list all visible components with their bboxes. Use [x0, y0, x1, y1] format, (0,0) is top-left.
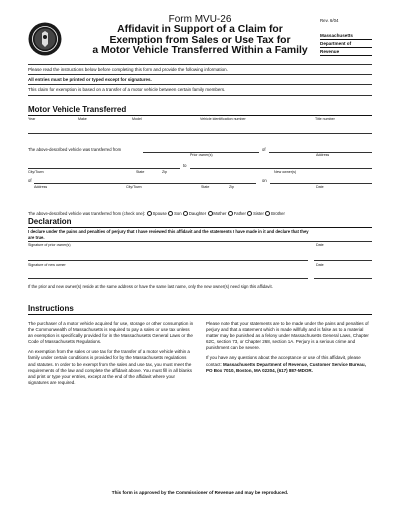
zip-label-1: Zip [162, 170, 167, 174]
date-new-field[interactable] [314, 278, 372, 279]
section-instructions-heading: Instructions [28, 304, 74, 313]
intro-line-2: All entries must be printed or typed except for signatures. [28, 76, 152, 82]
model-label: Model [132, 117, 142, 121]
vin-label: Vehicle identification number [200, 117, 246, 121]
title-number-label: Title number [315, 117, 335, 121]
intro-line-3: This claim for exemption is based on a transfer of a motor vehicle between certain family members. [28, 86, 226, 92]
declaration-text-2: are true. [28, 235, 45, 240]
department-logo [320, 32, 372, 56]
transferred-from-text: The above-described vehicle was transferred from [28, 147, 122, 152]
transfer-date-field[interactable] [270, 183, 372, 184]
father-checkbox[interactable] [228, 211, 246, 216]
relationship-row [28, 211, 285, 216]
intro-line-1: Please read the instructions below before completing this form and provide the following information. [28, 66, 228, 72]
signing-note: If the prior and new owner(s) reside at the same address or have the same last name, only the new owner(s) need sign this affidavit. [28, 284, 273, 289]
massachusetts-seal-icon [28, 22, 62, 56]
form-title-line-1: Affidavit in Support of a Claim for [117, 24, 283, 35]
state-label-1: State [136, 170, 145, 174]
section-vehicle-heading: Motor Vehicle Transferred [28, 105, 127, 114]
form-header [72, 14, 328, 57]
zip-label-2: Zip [229, 185, 234, 189]
date-label-1: Date [316, 243, 324, 247]
brother-label: Brother [271, 211, 285, 216]
date-label-2: Date [316, 263, 324, 267]
intro-block [28, 64, 372, 96]
sig-prior-field[interactable] [28, 260, 308, 261]
section-vehicle-rule [28, 115, 372, 116]
state-label-2: State [201, 185, 210, 189]
daughter-label: Daughter [188, 211, 207, 216]
form-title-line-3: a Motor Vehicle Transferred Within a Family [92, 45, 308, 56]
section-declaration-rule [28, 227, 372, 228]
city-town-label-1: City/Town [28, 170, 44, 174]
instructions-left-p1: The purchaser of a motor vehicle acquired for use, storage or other consumption in the Commonwealth of Massachusetts is required to pay a sales or use tax unless an exemption is specifically provided for in the Massachusetts General Laws or the Code of Massachusetts Regulations. [28, 321, 194, 345]
on-text: on [262, 178, 267, 183]
instructions-left-column [28, 321, 194, 390]
vehicle-info-field[interactable] [28, 133, 372, 134]
instructions-right-p2 [206, 355, 372, 373]
new-owners-label: New owner(s) [274, 170, 297, 174]
sister-checkbox[interactable] [247, 211, 264, 216]
relationship-text: The above-described vehicle was transferred from (check one): [28, 211, 146, 216]
dept-line-1: Massachusetts [320, 32, 372, 40]
form-title-line-2: Exemption from Sales or Use Tax for [109, 34, 291, 46]
address-label-1: Address [316, 153, 330, 157]
year-label: Year [28, 117, 36, 121]
city-town-label-2: City/Town [126, 185, 142, 189]
footer-note: This form is approved by the Commissioner of Revenue and may be reproduced. [111, 490, 289, 495]
to-text: to [183, 163, 187, 168]
prior-owner-city-field[interactable] [28, 168, 180, 169]
instructions-right-p2a: If you have any questions about the acceptance or use of this affidavit, please contact: [206, 355, 361, 367]
son-label: Son [174, 211, 182, 216]
of-text-1: of [262, 147, 266, 152]
brother-checkbox[interactable] [265, 211, 285, 216]
father-label: Father [233, 211, 246, 216]
sig-new-label: Signature of new owner [28, 263, 66, 267]
section-declaration-heading: Declaration [28, 217, 72, 226]
sig-prior-label: Signature of prior owner(s) [28, 243, 71, 247]
date-label-transfer: Date [316, 185, 324, 189]
form-number: Form MVU-26 [168, 14, 232, 25]
contact-info: Massachusetts Department of Revenue, Customer Service Bureau, PO Box 7010, Boston, MA 02204, (617) 887-MDOR. [206, 361, 366, 373]
spouse-checkbox[interactable] [147, 211, 167, 216]
instructions-right-column [206, 321, 372, 378]
address-label-2: Address [34, 185, 48, 189]
mother-checkbox[interactable] [208, 211, 227, 216]
make-label: Make [78, 117, 87, 121]
new-owner-address-field[interactable] [34, 183, 256, 184]
date-prior-field[interactable] [314, 260, 372, 261]
section-instructions-rule [28, 314, 372, 315]
son-checkbox[interactable] [168, 211, 181, 216]
declaration-text-1: I declare under the pains and penalties of perjury that I have reviewed this affidavit and the statements I have made in it and declare that they [28, 229, 309, 234]
spouse-label: Spouse [152, 211, 167, 216]
sig-new-field[interactable] [28, 278, 308, 279]
prior-owners-label: Prior owner(s) [190, 153, 213, 157]
instructions-left-p2: An exemption from the sales or use tax for the transfer of a motor vehicle within a family under certain conditions is provided for by the Massachusetts regulations and statutes. In order to be exempt from the sales and use tax, you must meet the requirements of the law and complete the affidavit above. You must fill in all blanks and print or type your entries, except at the end of the affidavit where your signatures are required. [28, 349, 193, 385]
dept-line-2: Department of [320, 40, 372, 48]
new-owner-field[interactable] [190, 168, 372, 169]
of-text-2: of [28, 178, 32, 183]
sister-label: Sister [253, 211, 264, 216]
dept-line-3: Revenue [320, 48, 372, 56]
instructions-right-p1: Please note that your statements are to be made under the pains and penalties of perjury and that a statement which is made willfully and is false as to a material matter may be punished as a felony under Massachusetts General Laws, Chapter 62C, section 73, or Chapter 268, section 1A. Perjury is a serious crime and punishment can be severe. [206, 321, 369, 351]
daughter-checkbox[interactable] [183, 211, 206, 216]
revision-date: Rev. 6/04 [320, 18, 339, 23]
declaration-divider [28, 241, 372, 242]
mother-label: Mother [213, 211, 227, 216]
